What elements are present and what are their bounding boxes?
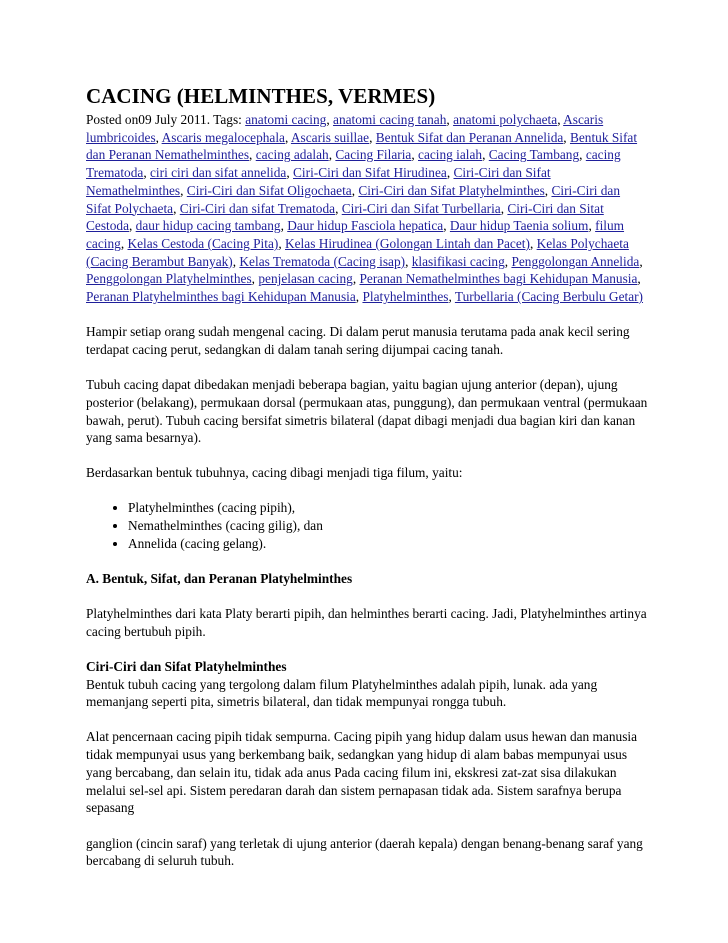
tag-link[interactable]: Bentuk Sifat dan Peranan Nemathelminthes — [86, 129, 638, 163]
tag-link[interactable]: daur hidup cacing tambang — [135, 218, 281, 234]
tag-link[interactable]: Daur hidup Fasciola hepatica — [287, 218, 444, 234]
tag-link[interactable]: Daur hidup Taenia solium — [449, 218, 589, 234]
paragraph-body-shape: Bentuk tubuh cacing yang tergolong dalam filum Platyhelminthes adalah pipih, lunak. ada yang memanjang seperti pita, simetris bilateral, dan tidak mempunyai rongga tubuh. — [86, 676, 598, 710]
tag-link[interactable]: Ciri-Ciri dan sifat Trematoda — [179, 200, 336, 216]
tag-link[interactable]: penjelasan cacing — [258, 271, 353, 287]
tag-link[interactable]: Ciri-Ciri dan Sifat Oligochaeta — [186, 182, 352, 198]
tag-link[interactable]: Ciri-Ciri dan Sitat Cestoda — [86, 200, 604, 234]
tag-link[interactable]: Ascaris suillae — [290, 129, 370, 145]
tag-link[interactable]: Ciri-Ciri dan Sifat Nemathelminthes — [86, 165, 551, 198]
tag-link[interactable]: anatomi cacing — [245, 112, 327, 127]
tag-link[interactable]: cacing adalah — [255, 147, 329, 163]
phyla-list — [86, 499, 648, 552]
paragraph-platyhelminthes-definition: Platyhelminthes dari kata Platy berarti pipih, dan helminthes berarti cacing. Jadi, Platyhelminthes artinya cacing bertubuh pipih. — [86, 605, 647, 639]
page-title: CACING (HELMINTHES, VERMES) — [86, 84, 436, 108]
tag-link[interactable]: cacing Trematoda — [86, 147, 621, 181]
post-date-tags-prefix: Posted on09 July 2011. Tags: — [86, 112, 246, 127]
tag-link[interactable]: Platyhelminthes — [362, 289, 449, 305]
tag-link[interactable]: Ciri-Ciri dan Sifat Turbellaria — [341, 200, 501, 216]
tag-link[interactable]: Ascaris lumbricoides — [86, 112, 604, 145]
tag-link[interactable]: Peranan Nemathelminthes bagi Kehidupan Manusia — [359, 271, 638, 287]
paragraph-digestion: Alat pencernaan cacing pipih tidak sempurna. Cacing pipih yang hidup dalam usus hewan dan manusia tidak mempunyai usus yang berkembang baik, sedangkan yang hidup di alam babas mempunyai usus yang bercabang, dan selain itu, tidak ada anus Pada cacing filum ini, ekskresi zat-zat sisa dilakukan melalui sel-sel api. Sistem peredaran darah dan sistem pernapasan tidak ada. Sistem sarafnya berupa sepasang — [86, 729, 638, 816]
tag-link[interactable]: Ciri-Ciri dan Sifat Platyhelminthes — [358, 182, 545, 198]
tag-link[interactable]: cacing ialah — [418, 147, 483, 163]
tag-link[interactable]: Penggolongan Platyhelminthes — [86, 271, 252, 287]
document — [86, 84, 648, 870]
post-meta: Posted on09 July 2011. Tags: anatomi cacing, anatomi cacing tanah, anatomi polychaeta, Ascaris lumbricoides, Ascaris megalocephala, Ascaris suillae, Bentuk Sifat dan Peranan Annelida, Bentuk Sifat dan Peranan Nemathelminthes, cacing adalah, Cacing Filaria, cacing ialah, Cacing Tambang, cacing Trematoda, ciri ciri dan sifat annelida, Ciri-Ciri dan Sifat Hirudinea, Ciri-Ciri dan Sifat Nemathelminthes, Ciri-Ciri dan Sifat Oligochaeta, Ciri-Ciri dan Sifat Platyhelminthes, Ciri-Ciri dan Sifat Polychaeta, Ciri-Ciri dan sifat Trematoda, Ciri-Ciri dan Sifat Turbellaria, Ciri-Ciri dan Sitat Cestoda, daur hidup cacing tambang, Daur hidup Fasciola hepatica, Daur hidup Taenia solium, filum cacing, Kelas Cestoda (Cacing Pita), Kelas Hirudinea (Golongan Lintah dan Pacet), Kelas Polychaeta (Cacing Berambut Banyak), Kelas Trematoda (Cacing isap), klasifikasi cacing, Penggolongan Annelida, Penggolongan Platyhelminthes, penjelasan cacing, Peranan Nemathelminthes bagi Kehidupan Manusia, Peranan Platyhelminthes bagi Kehidupan Manusia, Platyhelminthes, Turbellaria (Cacing Berbulu Getar) — [86, 112, 644, 305]
paragraph-ganglion: ganglion (cincin saraf) yang terletak di ujung anterior (daerah kepala) dengan benang-benang saraf yang bercabang di seluruh tubuh. — [86, 835, 643, 869]
tag-link[interactable]: anatomi cacing tanah — [333, 112, 447, 127]
tag-link[interactable]: filum cacing — [86, 218, 625, 251]
tag-link[interactable]: Turbellaria (Cacing Berbulu Getar) — [454, 289, 644, 305]
paragraph-phyla-intro: Berdasarkan bentuk tubuhnya, cacing dibagi menjadi tiga filum, yaitu: — [86, 465, 463, 481]
tag-link[interactable]: Ciri-Ciri dan Sifat Hirudinea — [293, 165, 447, 181]
section-heading-ciri-ciri: Ciri-Ciri dan Sifat Platyhelminthes — [86, 658, 287, 674]
tag-link[interactable]: Kelas Hirudinea (Golongan Lintah dan Pacet) — [285, 235, 530, 251]
tag-link[interactable]: Bentuk Sifat dan Peranan Annelida — [375, 129, 564, 145]
section-heading-a: A. Bentuk, Sifat, dan Peranan Platyhelminthes — [86, 570, 353, 586]
tag-link[interactable]: Ciri-Ciri dan Sifat Polychaeta — [86, 182, 621, 216]
tag-link[interactable]: Cacing Tambang — [488, 147, 580, 163]
list-item: • Nemathelminthes (cacing gilig), dan — [128, 517, 648, 535]
tag-link[interactable]: Kelas Trematoda (Cacing isap) — [239, 253, 406, 269]
paragraph-body-parts: Tubuh cacing dapat dibedakan menjadi beberapa bagian, yaitu bagian ujung anterior (depan), ujung posterior (belakang), permukaan dorsal (permukaan atas, punggung), dan permukaan ventral (permukaan bawah, perut). Tubuh cacing bersifat simetris bilateral (dapat dibagi menjadi dua bagian kiri dan kanan yang sama besarnya). — [86, 377, 648, 446]
tag-link[interactable]: ciri ciri dan sifat annelida — [150, 165, 287, 181]
tag-link[interactable]: Ascaris megalocephala — [161, 129, 285, 145]
tag-link[interactable]: Cacing Filaria — [335, 147, 412, 163]
list-item: • Annelida (cacing gelang). — [128, 535, 648, 553]
paragraph-intro: Hampir setiap orang sudah mengenal cacing. Di dalam perut manusia terutama pada anak kecil sering terdapat cacing perut, sedangkan di dalam tanah sering dijumpai cacing tanah. — [86, 324, 630, 357]
list-item: • Platyhelminthes (cacing pipih), — [128, 499, 648, 517]
tag-link[interactable]: anatomi polychaeta — [453, 112, 558, 127]
tag-link[interactable]: klasifikasi cacing — [411, 253, 505, 269]
tag-link[interactable]: Peranan Platyhelminthes bagi Kehidupan Manusia — [86, 289, 356, 305]
tag-link[interactable]: Kelas Cestoda (Cacing Pita) — [127, 235, 279, 251]
tag-link[interactable]: Penggolongan Annelida — [511, 253, 640, 269]
tag-link[interactable]: Kelas Polychaeta (Cacing Berambut Banyak) — [86, 235, 629, 269]
